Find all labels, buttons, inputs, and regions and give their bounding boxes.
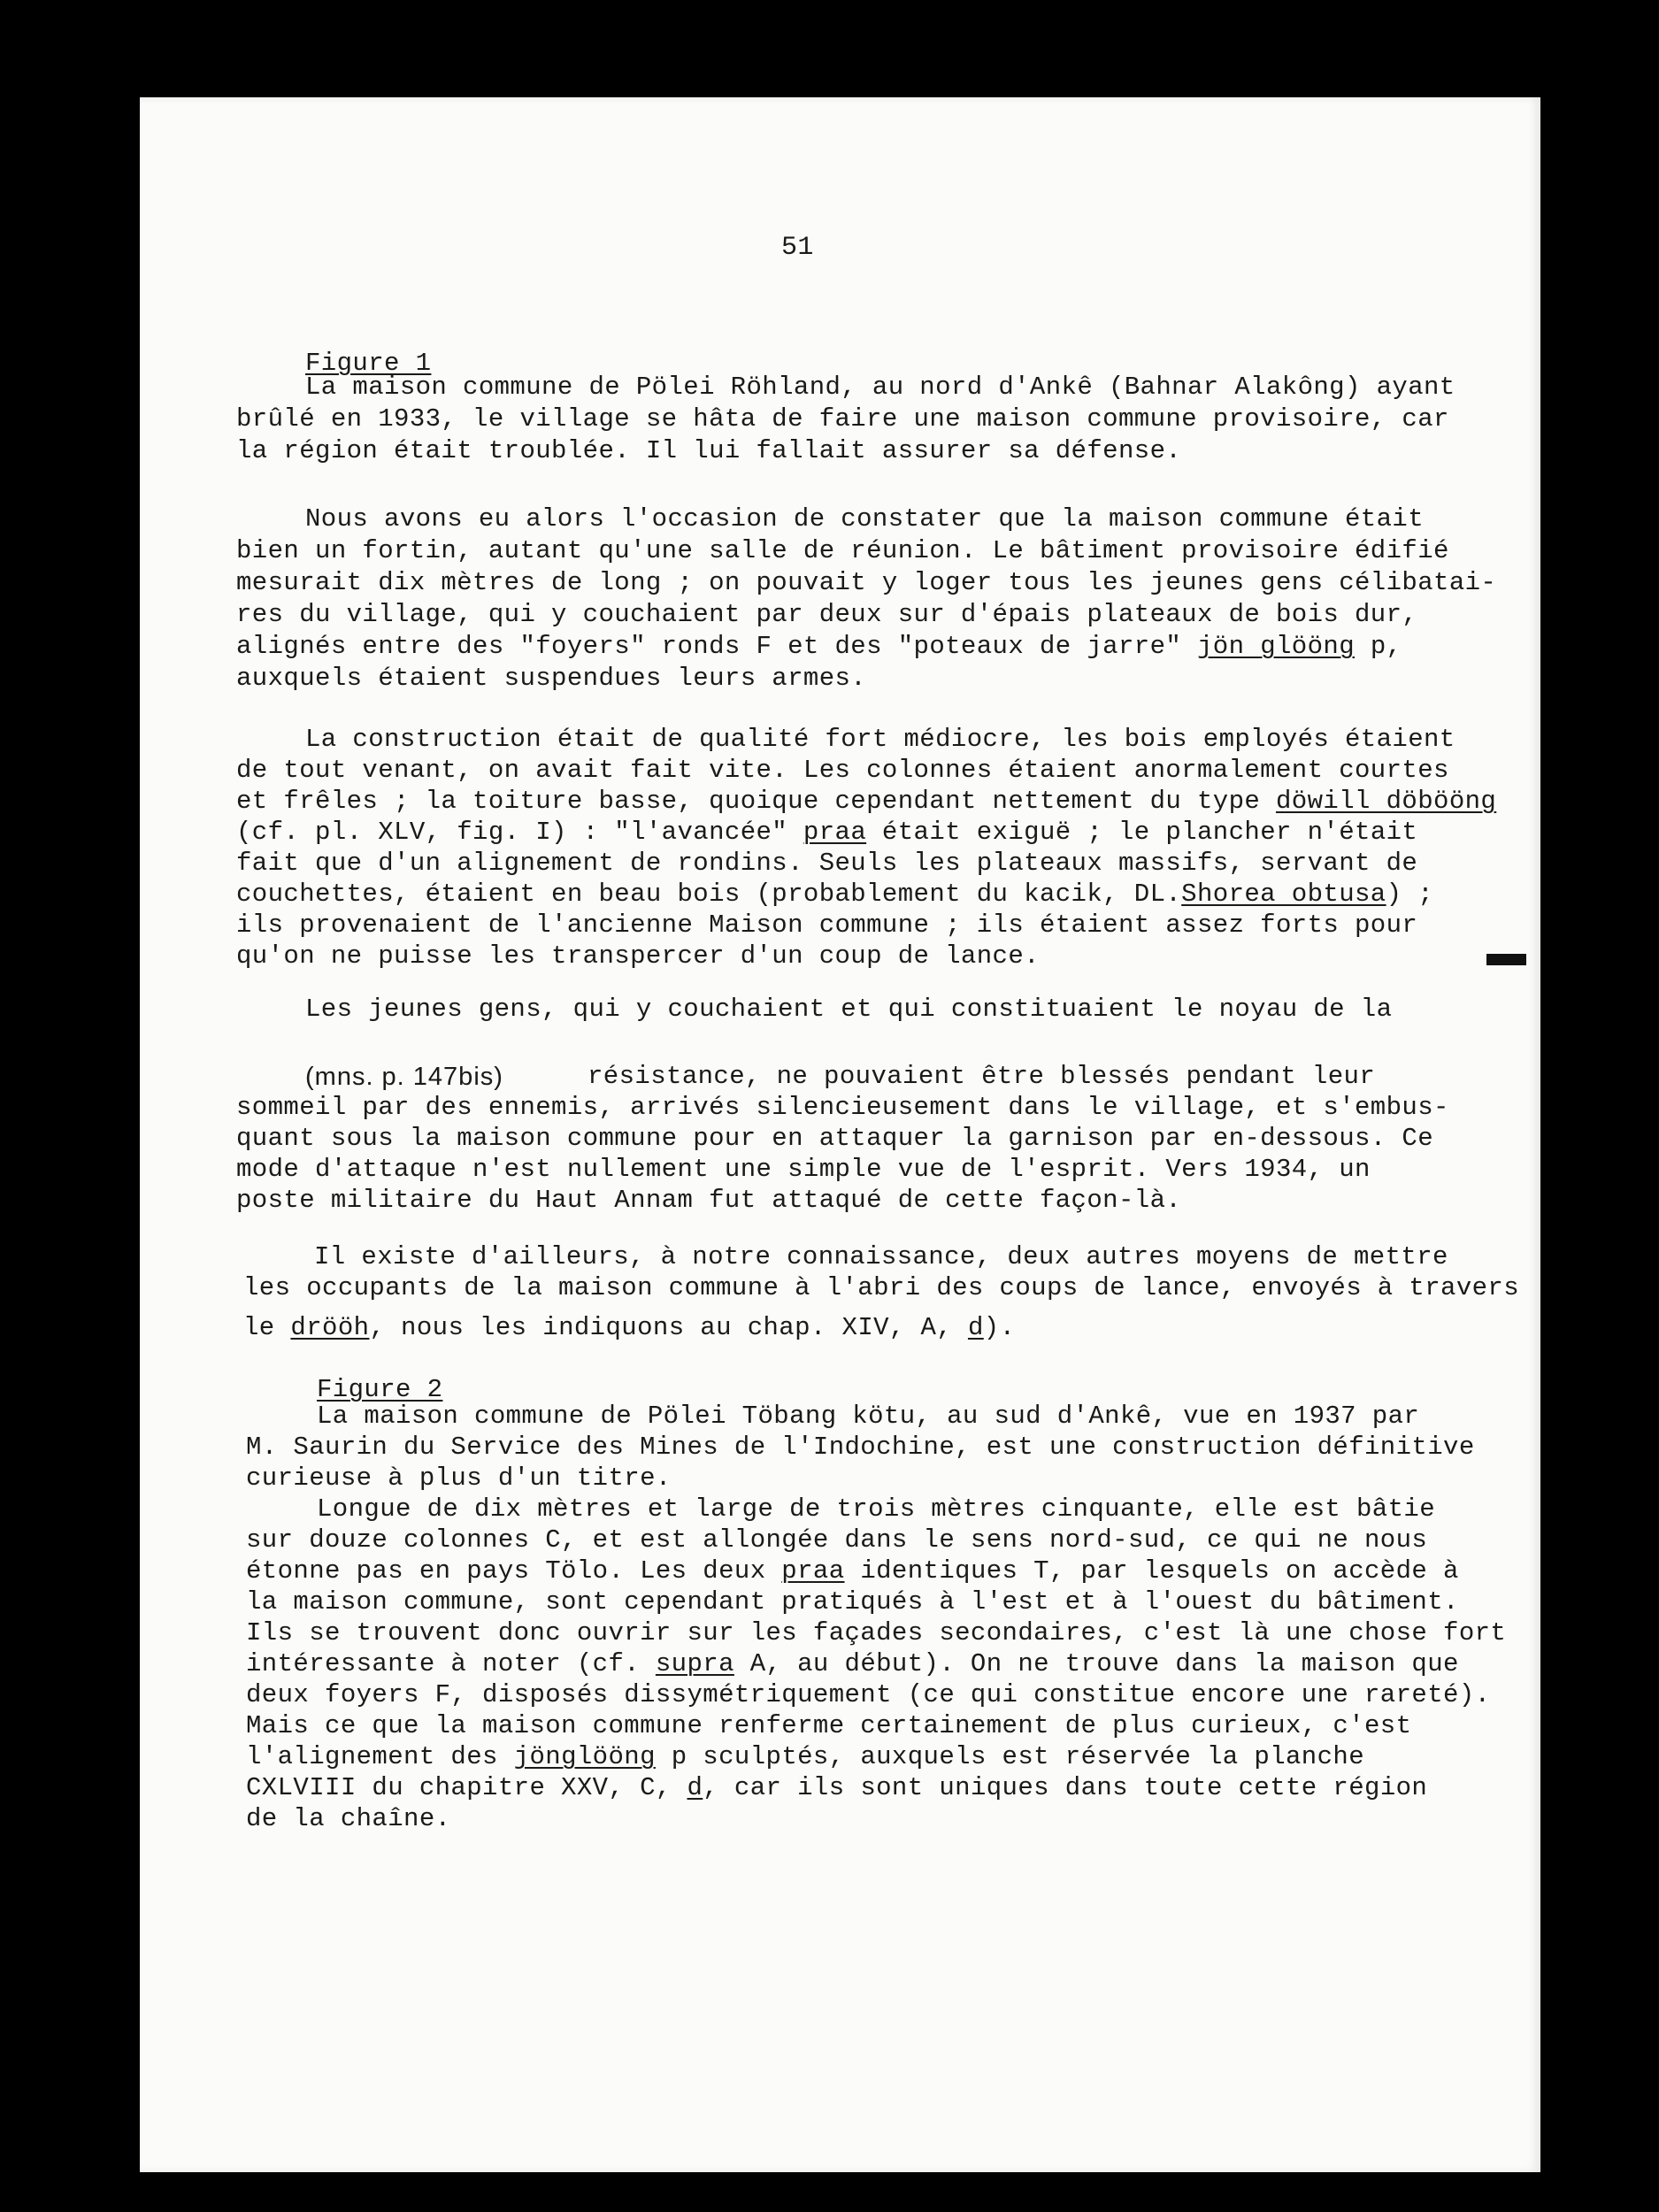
text-line: bien un fortin, autant qu'une salle de réunion. Le bâtiment provisoire édifié [236, 536, 1449, 565]
term-underlined: supra [655, 1649, 734, 1678]
text-line: de la chaîne. [246, 1804, 451, 1833]
text-line: Les jeunes gens, qui y couchaient et qui constituaient le noyau de la [305, 995, 1393, 1024]
text-line: mode d'attaque n'est nullement une simple vue de l'esprit. Vers 1934, un [236, 1155, 1371, 1184]
text-line: les occupants de la maison commune à l'abri des coups de lance, envoyés à travers [243, 1273, 1520, 1302]
text-line: couchettes, étaient en beau bois (probablement du kacik, DL.Shorea obtusa) ; [236, 879, 1434, 909]
term-underlined: d [967, 1313, 984, 1342]
text-line: La maison commune de Pölei Röhland, au nord d'Ankê (Bahnar Alakông) ayant [305, 373, 1455, 402]
text-line: de tout venant, on avait fait vite. Les colonnes étaient anormalement courtes [236, 756, 1449, 785]
text-line: poste militaire du Haut Annam fut attaqué de cette façon-là. [236, 1186, 1182, 1215]
text-line: La construction était de qualité fort médiocre, les bois employés étaient [305, 725, 1455, 754]
text-line: et frêles ; la toiture basse, quoique cependant nettement du type döwill döbööng [236, 787, 1497, 816]
edge-mark [1486, 954, 1526, 965]
text-line: Il existe d'ailleurs, à notre connaissance, deux autres moyens de mettre [314, 1242, 1448, 1271]
text-line: le drööh, nous les indiquons au chap. XIV, A, d). [243, 1313, 1016, 1342]
text-line: curieuse à plus d'un titre. [246, 1463, 672, 1493]
term-underlined: jönglööng [513, 1742, 656, 1771]
text-line: alignés entre des "foyers" ronds F et des "poteaux de jarre" jön glööng p, [236, 632, 1402, 661]
text-line: ils provenaient de l'ancienne Maison commune ; ils étaient assez forts pour [236, 910, 1418, 940]
text-line: auxquels étaient suspendues leurs armes. [236, 664, 867, 693]
term-underlined: jön glööng [1196, 632, 1356, 661]
text-line: CXLVIII du chapitre XXV, C, d, car ils sont uniques dans toute cette région [246, 1773, 1428, 1802]
term-underlined: döwill döbööng [1276, 787, 1497, 816]
manuscript-note: (mns. p. 147bis) [305, 1063, 503, 1091]
term-underlined: praa [781, 1556, 845, 1586]
text-line: fait que d'un alignement de rondins. Seuls les plateaux massifs, servant de [236, 849, 1418, 878]
text-line: résistance, ne pouvaient être blessés pendant leur [588, 1062, 1376, 1091]
text-line: la maison commune, sont cependant pratiqués à l'est et à l'ouest du bâtiment. [246, 1587, 1459, 1617]
text-line: quant sous la maison commune pour en attaquer la garnison par en-dessous. Ce [236, 1124, 1434, 1153]
text-line: qu'on ne puisse les transpercer d'un coup de lance. [236, 941, 1040, 971]
term-underlined: Shorea obtusa [1181, 879, 1386, 909]
text-line: (cf. pl. XLV, fig. I) : "l'avancée" praa était exiguë ; le plancher n'était [236, 818, 1418, 847]
text-line: mesurait dix mètres de long ; on pouvait y loger tous les jeunes gens célibatai- [236, 568, 1497, 597]
text-line: La maison commune de Pölei Töbang kötu, au sud d'Ankê, vue en 1937 par [317, 1402, 1420, 1431]
text-line: étonne pas en pays Tölo. Les deux praa identiques T, par lesquels on accède à [246, 1556, 1459, 1586]
text-line: l'alignement des jönglööng p sculptés, auxquels est réservée la planche [246, 1742, 1365, 1771]
text-line: sommeil par des ennemis, arrivés silencieusement dans le village, et s'embus- [236, 1093, 1449, 1122]
text-line: M. Saurin du Service des Mines de l'Indochine, est une construction définitive [246, 1432, 1475, 1462]
figure2-heading: Figure 2 [317, 1375, 443, 1404]
text-line: Nous avons eu alors l'occasion de constater que la maison commune était [305, 504, 1425, 534]
text-line: Ils se trouvent donc ouvrir sur les façades secondaires, c'est là une chose fort [246, 1618, 1507, 1647]
text-line: intéressante à noter (cf. supra A, au début). On ne trouve dans la maison que [246, 1649, 1459, 1678]
text-line: Longue de dix mètres et large de trois mètres cinquante, elle est bâtie [317, 1494, 1436, 1524]
page-number: 51 [781, 233, 814, 263]
text-line: brûlé en 1933, le village se hâta de faire une maison commune provisoire, car [236, 404, 1449, 434]
text-line: deux foyers F, disposés dissymétriquement (ce qui constitue encore une rareté). [246, 1680, 1491, 1709]
figure1-heading: Figure 1 [305, 349, 432, 378]
term-underlined: praa [803, 818, 867, 847]
text-line: sur douze colonnes C, et est allongée dans le sens nord-sud, ce qui ne nous [246, 1525, 1428, 1555]
text-line: Mais ce que la maison commune renferme certainement de plus curieux, c'est [246, 1711, 1412, 1740]
text-line: la région était troublée. Il lui fallait assurer sa défense. [236, 436, 1182, 465]
term-underlined: d [687, 1773, 703, 1802]
term-underlined: drööh [290, 1313, 370, 1342]
text-line: res du village, qui y couchaient par deux sur d'épais plateaux de bois dur, [236, 600, 1418, 629]
